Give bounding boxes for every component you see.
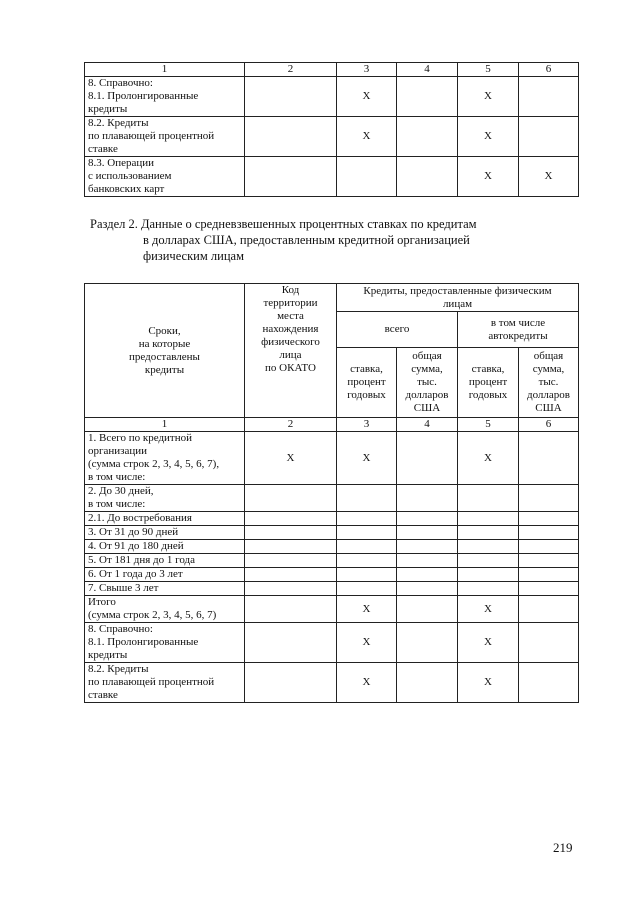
- cell-c3: Х: [337, 596, 397, 623]
- header-terms: Сроки, на которые предоставлены кредиты: [85, 284, 245, 418]
- cell-c6: [519, 554, 579, 568]
- row-label: 2.1. До востребования: [85, 512, 245, 526]
- cell-c2: [245, 596, 337, 623]
- col-num-5: 5: [458, 418, 519, 432]
- table-row: [85, 432, 579, 485]
- cell-c2: [245, 526, 337, 540]
- table-row: [85, 157, 579, 197]
- cell-c6: [519, 663, 579, 703]
- row-label: 7. Свыше 3 лет: [85, 582, 245, 596]
- cell-c5: [458, 485, 519, 512]
- table-row: [85, 77, 579, 117]
- cell-c4: [397, 117, 458, 157]
- cell-c6: Х: [519, 157, 579, 197]
- col-num-3: 3: [337, 63, 397, 77]
- header-auto-loans: в том числе автокредиты: [458, 312, 579, 348]
- cell-c6: [519, 77, 579, 117]
- cell-c5: Х: [458, 623, 519, 663]
- section-title: [90, 216, 477, 264]
- cell-c4: [397, 596, 458, 623]
- cell-c2: [245, 623, 337, 663]
- cell-c2: [245, 663, 337, 703]
- cell-c2: [245, 157, 337, 197]
- cell-c3: [337, 554, 397, 568]
- column-number-row: [85, 418, 579, 432]
- col-num-2: 2: [245, 63, 337, 77]
- table1-body: [85, 63, 579, 197]
- cell-c4: [397, 554, 458, 568]
- row-label: 8. Справочно: 8.1. Пролонгированные кредиты: [85, 77, 245, 117]
- row-label: 8.2. Кредиты по плавающей процентной ставке: [85, 663, 245, 703]
- table-row: [85, 568, 579, 582]
- cell-c6: [519, 117, 579, 157]
- header-rate-auto: ставка, процент годовых: [458, 348, 519, 418]
- cell-c2: [245, 485, 337, 512]
- cell-c5: [458, 512, 519, 526]
- cell-c2: [245, 117, 337, 157]
- col-num-6: 6: [519, 63, 579, 77]
- cell-c4: [397, 540, 458, 554]
- cell-c3: [337, 526, 397, 540]
- cell-c4: [397, 77, 458, 117]
- table-row: [85, 526, 579, 540]
- cell-c3: Х: [337, 623, 397, 663]
- cell-c3: [337, 157, 397, 197]
- cell-c5: Х: [458, 77, 519, 117]
- table-section1-continued: [84, 62, 579, 197]
- row-label: 2. До 30 дней, в том числе:: [85, 485, 245, 512]
- cell-c3: [337, 582, 397, 596]
- header-sum-auto: общая сумма, тыс. долларов США: [519, 348, 579, 418]
- cell-c2: Х: [245, 432, 337, 485]
- col-num-5: 5: [458, 63, 519, 77]
- col-num-3: 3: [337, 418, 397, 432]
- cell-c5: Х: [458, 596, 519, 623]
- cell-c2: [245, 554, 337, 568]
- page-number: 219: [553, 840, 573, 855]
- col-num-1: 1: [85, 63, 245, 77]
- row-label: 4. От 91 до 180 дней: [85, 540, 245, 554]
- cell-c3: Х: [337, 432, 397, 485]
- cell-c2: [245, 540, 337, 554]
- section-title-line2: в долларах США, предоставленным кредитной организацией: [143, 233, 470, 247]
- row-label: 5. От 181 дня до 1 года: [85, 554, 245, 568]
- cell-c5: Х: [458, 663, 519, 703]
- cell-c5: Х: [458, 157, 519, 197]
- col-num-4: 4: [397, 418, 458, 432]
- cell-c6: [519, 568, 579, 582]
- table-section2: [84, 283, 579, 703]
- cell-c3: Х: [337, 77, 397, 117]
- cell-c6: [519, 623, 579, 663]
- cell-c6: [519, 512, 579, 526]
- header-rate-total: ставка, процент годовых: [337, 348, 397, 418]
- header-okato-code: Код территории места нахождения физического лица по ОКАТО: [245, 284, 337, 418]
- cell-c5: Х: [458, 117, 519, 157]
- col-num-2: 2: [245, 418, 337, 432]
- row-label: 1. Всего по кредитной организации (сумма строк 2, 3, 4, 5, 6, 7), в том числе:: [85, 432, 245, 485]
- section-title-line3: физическим лицам: [143, 249, 244, 263]
- cell-c4: [397, 432, 458, 485]
- cell-c6: [519, 526, 579, 540]
- table-row: [85, 540, 579, 554]
- cell-c5: [458, 540, 519, 554]
- cell-c3: [337, 512, 397, 526]
- cell-c4: [397, 663, 458, 703]
- row-label: 6. От 1 года до 3 лет: [85, 568, 245, 582]
- row-label: 8.3. Операции с использованием банковских карт: [85, 157, 245, 197]
- cell-c3: [337, 485, 397, 512]
- cell-c5: [458, 554, 519, 568]
- cell-c6: [519, 485, 579, 512]
- cell-c3: [337, 568, 397, 582]
- table-row: [85, 596, 579, 623]
- row-label: Итого (сумма строк 2, 3, 4, 5, 6, 7): [85, 596, 245, 623]
- table-row: [85, 485, 579, 512]
- cell-c6: [519, 582, 579, 596]
- cell-c3: [337, 540, 397, 554]
- column-number-row: [85, 63, 579, 77]
- table-row: [85, 663, 579, 703]
- table-row: [85, 512, 579, 526]
- row-label: 8. Справочно: 8.1. Пролонгированные кредиты: [85, 623, 245, 663]
- cell-c2: [245, 568, 337, 582]
- col-num-1: 1: [85, 418, 245, 432]
- row-label: 8.2. Кредиты по плавающей процентной ставке: [85, 117, 245, 157]
- table-row: [85, 623, 579, 663]
- table2-body: [85, 284, 579, 703]
- cell-c2: [245, 512, 337, 526]
- cell-c3: Х: [337, 117, 397, 157]
- cell-c5: [458, 582, 519, 596]
- col-num-4: 4: [397, 63, 458, 77]
- header-sum-total: общая сумма, тыс. долларов США: [397, 348, 458, 418]
- cell-c4: [397, 582, 458, 596]
- cell-c3: Х: [337, 663, 397, 703]
- cell-c5: [458, 568, 519, 582]
- cell-c4: [397, 157, 458, 197]
- cell-c4: [397, 526, 458, 540]
- table-row: [85, 117, 579, 157]
- header-credits-individuals: Кредиты, предоставленные физическим лицам: [337, 284, 579, 312]
- cell-c4: [397, 623, 458, 663]
- cell-c5: Х: [458, 432, 519, 485]
- cell-c4: [397, 485, 458, 512]
- col-num-6: 6: [519, 418, 579, 432]
- header-total: всего: [337, 312, 458, 348]
- cell-c6: [519, 596, 579, 623]
- table-row: [85, 582, 579, 596]
- table-row: [85, 554, 579, 568]
- header-row-1: [85, 284, 579, 312]
- cell-c2: [245, 582, 337, 596]
- section-title-line1: Раздел 2. Данные о средневзвешенных процентных ставках по кредитам: [90, 217, 477, 231]
- cell-c4: [397, 512, 458, 526]
- cell-c4: [397, 568, 458, 582]
- cell-c5: [458, 526, 519, 540]
- cell-c2: [245, 77, 337, 117]
- cell-c6: [519, 540, 579, 554]
- row-label: 3. От 31 до 90 дней: [85, 526, 245, 540]
- cell-c6: [519, 432, 579, 485]
